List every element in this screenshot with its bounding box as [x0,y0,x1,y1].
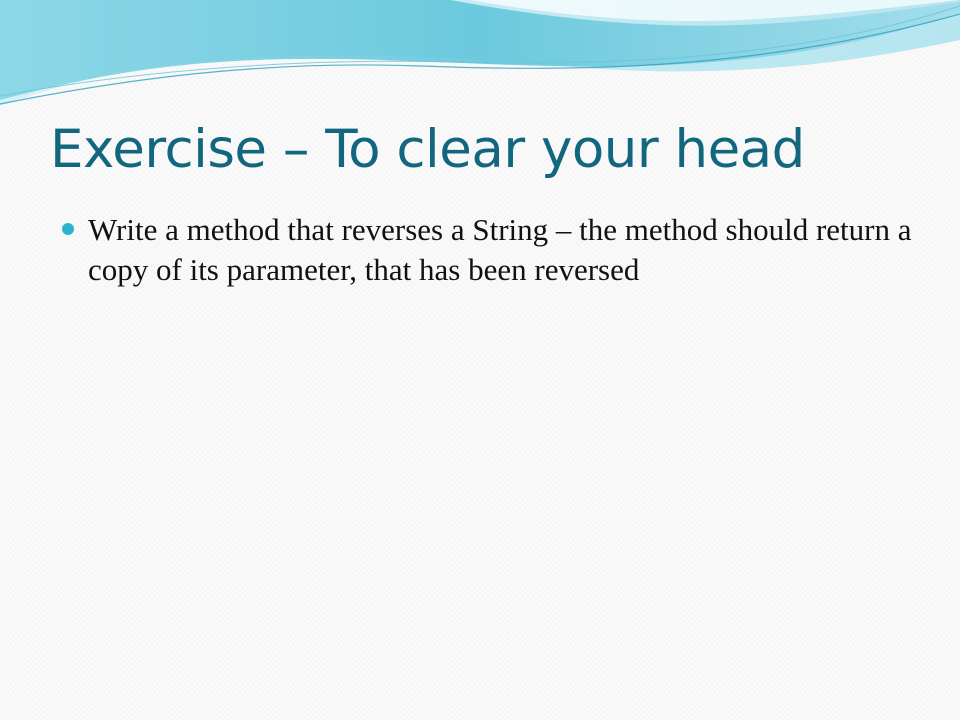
bullet-dot-icon [62,223,74,235]
bullet-list [60,210,920,290]
wave-header-decoration [0,0,960,120]
slide-title: Exercise – To clear your head [50,119,805,180]
bullet-item [60,210,920,290]
bullet-text: Write a method that reverses a String – the method should return a copy of its parameter, that has been reversed [88,212,912,287]
